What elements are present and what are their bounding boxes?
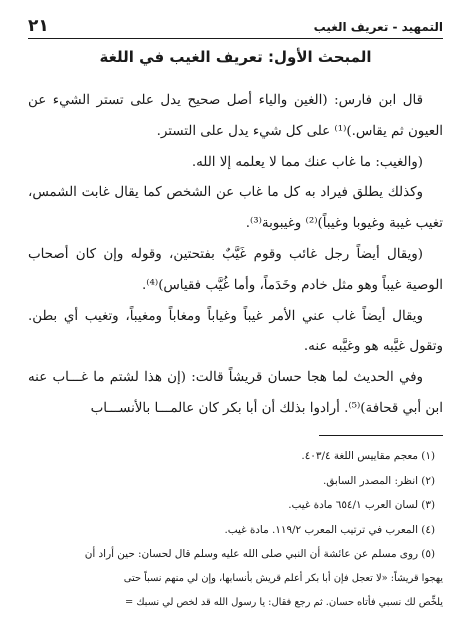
footnote: (٢) انظر: المصدر السابق. — [322, 474, 435, 487]
footnote: (٤) المعرب في ترتيب المعرب ١١٩/٢. مادة غيب. — [224, 523, 435, 536]
paragraph: (والغيب: ما غاب عنك مما لا يعلمه إلا الله. — [191, 154, 423, 170]
footnote: (١) معجم مقاييس اللغة ٤٠٣/٤. — [301, 450, 435, 462]
paragraph: قال ابن فارس: (الغين والياء أصل صحيح يدل على تستر الشيء عن العيون ثم يقاس.)⁽¹⁾ على كل شيء يدل على التستر. — [28, 93, 443, 139]
page-header — [28, 14, 443, 36]
paragraph: ويقال أيضاً غاب عني الأمر غيباً وغياباً ومغاباً ومغيباً، وتغيب أي بطن. وتقول غيَّبه هو وغيَّبه عنه. — [28, 308, 443, 355]
footnote-rule — [319, 435, 443, 436]
header-rule — [28, 38, 443, 39]
paragraph: وكذلك يطلق فيراد به كل ما غاب عن الشخص كما يقال غابت الشمس، تغيب غيبة وغيوبا وغيباً)⁽²⁾ وغيبوبة⁽³⁾. — [28, 185, 443, 232]
paragraph: وفي الحديث لما هجا حسان قريشاً قالت: (إن هذا لشتم ما غـــاب عنه ابن أبي قحافة)⁽⁵⁾. أرادوا بذلك أن أبا بكر كان عالمـــا بالأنســـاب — [28, 370, 443, 416]
page-number: ٢١ — [28, 16, 49, 36]
footnote: (٣) لسان العرب ٦٥٤/١ مادة غيب. — [288, 499, 435, 511]
section-title: المبحث الأول: تعريف الغيب في اللغة — [99, 48, 372, 66]
paragraph: (ويقال أيضاً رجل غائب وقوم غَيَّبٌ بفتحتين، وقوله وإن كان أصحاب الوصية غيباً وهو مثل خادم وخَدَماً، وأما غُيَّب فقياس)⁽⁴⁾. — [28, 246, 443, 293]
body-text — [28, 86, 443, 425]
footnote-continuation: يلخِّص لك نسبي فأتاه حسان. ثم رجع فقال: يا رسول الله قد لخص لي نسبك = — [125, 597, 443, 608]
running-title: التمهيد - تعريف الغيب — [313, 20, 443, 34]
footnote: (٥) روى مسلم عن عائشة أن النبي صلى الله عليه وسلم قال لحسان: حين أراد أن — [84, 548, 435, 560]
footnote-continuation: يهجوا قريشاً: «لا تعجل فإن أبا بكر أعلم قريش بأنسابها، وإن لي منهم نسباً حتى — [123, 572, 443, 584]
footnotes — [28, 444, 443, 616]
